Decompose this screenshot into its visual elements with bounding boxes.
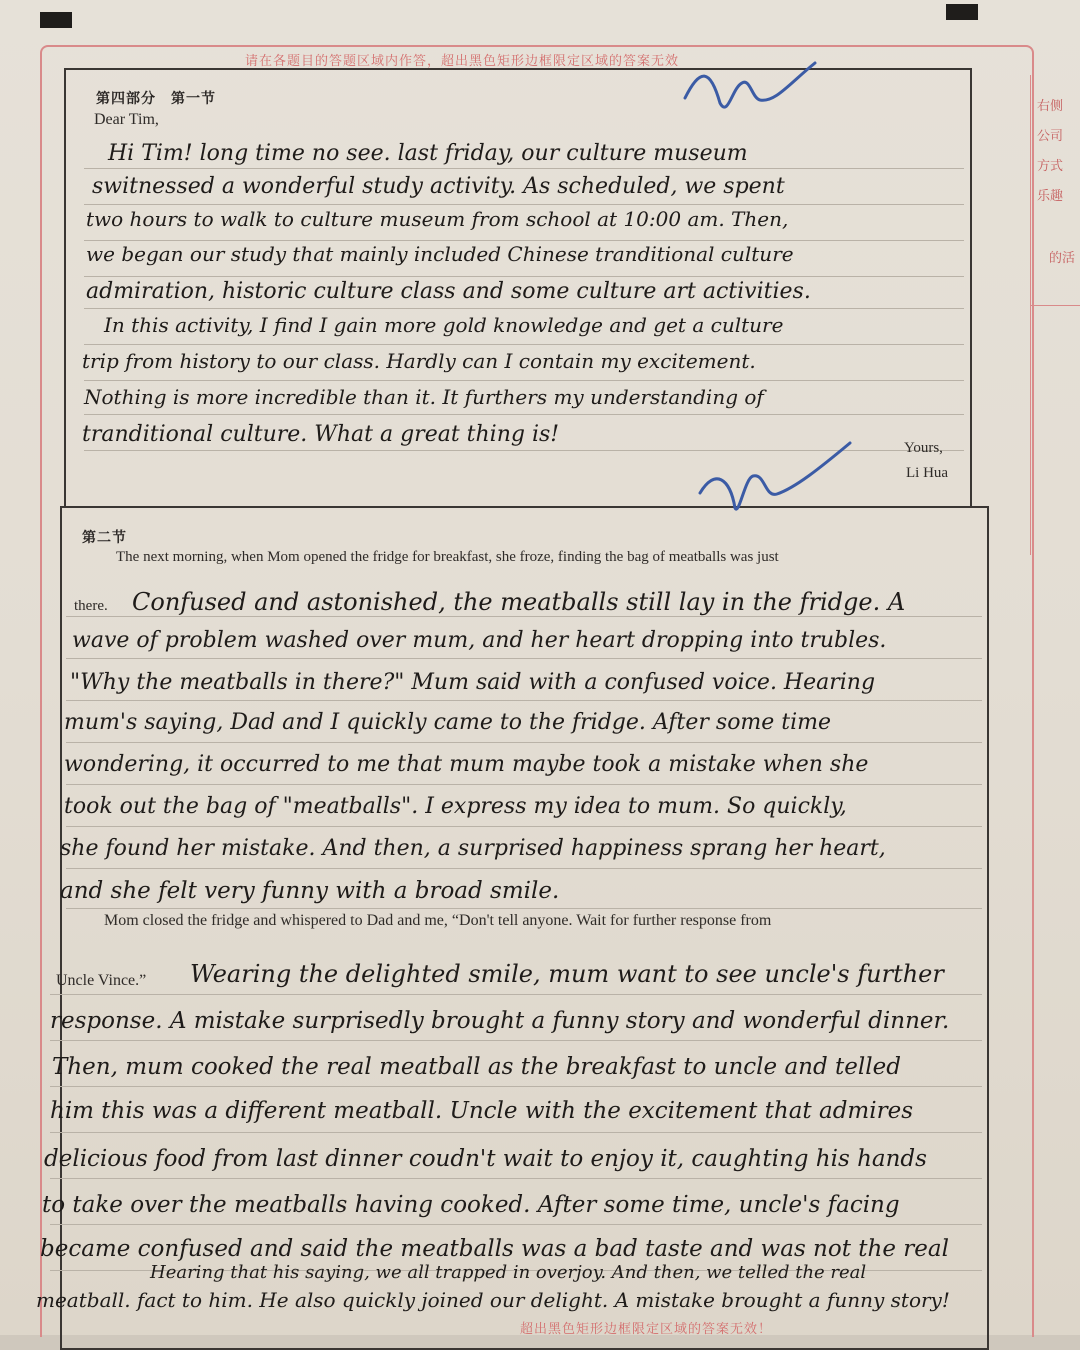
- printed-prompt: Mom closed the fridge and whispered to Dad and me, “Don't tell anyone. Wait for further response from: [104, 912, 772, 929]
- handwritten-line: trip from history to our class. Hardly can I contain my excitement.: [82, 349, 756, 373]
- ruled-line: [84, 240, 964, 241]
- side-note: 乐趣: [1037, 189, 1064, 204]
- printed-prompt: The next morning, when Mom opened the fridge for breakfast, she froze, finding the bag of meatballs was just: [116, 549, 779, 565]
- part2-heading: 第二节: [82, 530, 127, 546]
- handwritten-line: she found her mistake. And then, a surprised happiness sprang her heart,: [60, 836, 886, 861]
- handwritten-line: to take over the meatballs having cooked. After some time, uncle's facing: [42, 1192, 900, 1218]
- ruled-line: [50, 1178, 982, 1179]
- handwritten-line: Wearing the delighted smile, mum want to see uncle's further: [190, 960, 944, 988]
- ruled-line: [66, 908, 982, 909]
- handwritten-line: and she felt very funny with a broad smile.: [60, 878, 560, 904]
- ruled-line: [66, 826, 982, 827]
- handwritten-line: Hi Tim! long time no see. last friday, our culture museum: [108, 141, 748, 166]
- handwritten-line: Confused and astonished, the meatballs still lay in the fridge. A: [132, 588, 906, 616]
- ruled-line: [50, 994, 982, 995]
- ruled-line: [66, 658, 982, 659]
- registration-mark-right: [946, 4, 978, 20]
- handwritten-line: meatball. fact to him. He also quickly joined our delight. A mistake brought a funny story!: [36, 1288, 950, 1312]
- ruled-line: [50, 1040, 982, 1041]
- side-note: 右侧: [1037, 99, 1064, 114]
- printed-prompt: Uncle Vince.”: [56, 972, 147, 989]
- handwritten-line: admiration, historic culture class and some culture art activities.: [86, 279, 811, 304]
- handwritten-line: tranditional culture. What a great thing is!: [82, 422, 560, 447]
- side-note: [1037, 215, 1080, 239]
- ruled-line: [66, 868, 982, 869]
- part1-salutation: Dear Tim,: [94, 111, 159, 128]
- ruled-line: [50, 1224, 982, 1225]
- side-strip: [1030, 75, 1080, 555]
- ruled-line: [84, 414, 964, 415]
- ruled-line: [84, 168, 964, 169]
- part1-closing: Yours,: [904, 440, 943, 456]
- printed-prompt: there.: [74, 598, 108, 614]
- handwritten-line: him this was a different meatball. Uncle with the excitement that admires: [50, 1098, 913, 1124]
- side-note: 方式: [1037, 159, 1064, 174]
- handwritten-line: became confused and said the meatballs was a bad taste and was not the real: [40, 1236, 949, 1262]
- handwritten-line: took out the bag of "meatballs". I express my idea to mum. So quickly,: [64, 794, 847, 819]
- ruled-line: [84, 344, 964, 345]
- ruled-line: [66, 784, 982, 785]
- handwritten-line: Then, mum cooked the real meatball as the breakfast to uncle and telled: [52, 1054, 901, 1080]
- ruled-line: [50, 1086, 982, 1087]
- grader-squiggle-icon: [695, 438, 855, 518]
- ruled-line: [84, 204, 964, 205]
- handwritten-line: "Why the meatballs in there?" Mum said with a confused voice. Hearing: [70, 670, 876, 695]
- handwritten-line: we began our study that mainly included Chinese tranditional culture: [86, 242, 794, 266]
- ruled-line: [50, 1132, 982, 1133]
- part1-heading: 第四部分 第一节: [96, 91, 216, 107]
- ruled-line: [66, 742, 982, 743]
- handwritten-line: In this activity, I find I gain more gold knowledge and get a culture: [104, 313, 784, 337]
- handwritten-line: wondering, it occurred to me that mum maybe took a mistake when she: [64, 752, 869, 777]
- part1-signature: Li Hua: [906, 465, 949, 481]
- handwritten-line: response. A mistake surprisedly brought a funny story and wonderful dinner.: [50, 1008, 950, 1034]
- ruled-line: [84, 276, 964, 277]
- ruled-line: [66, 616, 982, 617]
- handwritten-line: two hours to walk to culture museum from school at 10:00 am. Then,: [86, 207, 789, 231]
- handwritten-line: mum's saying, Dad and I quickly came to the fridge. After some time: [64, 710, 832, 735]
- handwritten-line: delicious food from last dinner coudn't wait to enjoy it, caughting his hands: [44, 1146, 927, 1172]
- side-note: 公司: [1037, 129, 1064, 144]
- registration-mark-left: [40, 12, 72, 28]
- ruled-line: [84, 308, 964, 309]
- grader-squiggle-icon: [680, 58, 820, 118]
- ruled-line: [84, 380, 964, 381]
- side-fragment: 的活: [1049, 251, 1076, 266]
- handwritten-line: wave of problem washed over mum, and her heart dropping into trubles.: [72, 628, 887, 653]
- ruled-line: [66, 700, 982, 701]
- handwritten-insert: Hearing that his saying, we all trapped in overjoy. And then, we telled the real: [150, 1262, 867, 1283]
- handwritten-line: Nothing is more incredible than it. It furthers my understanding of: [84, 385, 764, 409]
- warning-top: 请在各题目的答题区域内作答，超出黑色矩形边框限定区域的答案无效: [245, 54, 680, 69]
- warning-bottom: 超出黑色矩形边框限定区域的答案无效！: [520, 1322, 773, 1337]
- handwritten-line: switnessed a wonderful study activity. As scheduled, we spent: [92, 174, 785, 199]
